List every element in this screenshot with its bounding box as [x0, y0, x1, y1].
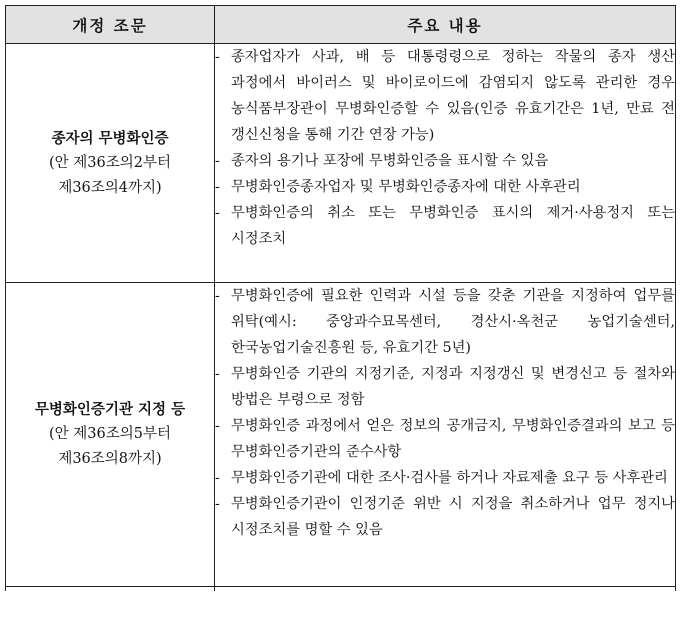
- list-item-text: 종자의 용기나 포장에 무병화인증을 표시할 수 있음: [231, 153, 549, 169]
- topic-title: 무병화인증기관 지정 등: [34, 401, 186, 418]
- list-item: [215, 283, 675, 361]
- bullet-dash: -: [215, 288, 220, 304]
- bullet-dash: -: [215, 496, 220, 512]
- list-item-text: 무병화인증종자업자 및 무병화인증종자에 대한 사후관리: [231, 179, 581, 195]
- content-list: [215, 44, 675, 252]
- topic-cell: [6, 283, 215, 587]
- list-item: [215, 361, 675, 413]
- topic-reference: (안 제36조의2부터: [49, 154, 171, 171]
- topic-cell: [6, 44, 215, 283]
- table-row: [6, 283, 676, 587]
- table-row: [6, 44, 676, 283]
- list-item: [215, 44, 675, 148]
- bullet-dash: -: [215, 418, 220, 434]
- header-main-content: 주요 내용: [215, 6, 676, 44]
- amendment-table: [5, 5, 676, 591]
- topic-title: 종자의 무병화인증: [51, 129, 169, 147]
- list-item: [215, 200, 675, 252]
- topic-reference: 제36조의8까지): [58, 451, 162, 467]
- list-item-text: 무병화인증 기관의 지정기준, 지정과 지정갱신 및 변경신고 등 절차와 방법은 부령으로 정함: [231, 366, 675, 408]
- bullet-dash: -: [215, 179, 220, 195]
- continuation-cell: [6, 587, 215, 592]
- table-row-continuation: [6, 587, 676, 592]
- list-item: [215, 413, 675, 465]
- list-item: [215, 465, 675, 491]
- content-list: [215, 283, 675, 543]
- header-amended-article: 개정 조문: [6, 6, 215, 44]
- content-cell: [215, 283, 676, 587]
- list-item-text: 무병화인증 과정에서 얻은 정보의 공개금지, 무병화인증결과의 보고 등 무병화인증기관의 준수사항: [231, 418, 675, 460]
- bullet-dash: -: [215, 153, 220, 169]
- bullet-dash: -: [215, 366, 220, 382]
- continuation-cell: [215, 587, 676, 592]
- bullet-dash: -: [215, 470, 220, 486]
- topic-reference: 제36조의4까지): [58, 179, 162, 196]
- list-item: [215, 148, 675, 174]
- list-item: [215, 174, 675, 200]
- bullet-dash: -: [215, 205, 220, 221]
- list-item: [215, 491, 675, 543]
- list-item-text: 무병화인증의 취소 또는 무병화인증 표시의 제거·사용정지 또는 시정조치: [231, 205, 675, 247]
- table-header-row: [6, 6, 676, 44]
- topic-reference: (안 제36조의5부터: [49, 426, 171, 442]
- bullet-dash: -: [215, 49, 220, 65]
- list-item-text: 무병화인증기관에 대한 조사·검사를 하거나 자료제출 요구 등 사후관리: [231, 470, 668, 486]
- list-item-text: 종자업자가 사과, 배 등 대통령령으로 정하는 작물의 종자 생산 과정에서 바이러스 및 바이로이드에 감염되지 않도록 관리한 경우 농식품부장관이 무병화인증할 수 있음(인증 유효기간은 1년, 만료 전 갱신신청을 통해 기간 연장 가능): [231, 49, 675, 143]
- list-item-text: 무병화인증에 필요한 인력과 시설 등을 갖춘 기관을 지정하여 업무를 위탁(예시: 중앙과수묘목센터, 경산시·옥천군 농업기술센터, 한국농업기술진흥원 등, 유효기간 5년): [231, 288, 675, 356]
- list-item-text: 무병화인증기관이 인정기준 위반 시 지정을 취소하거나 업무 정지나 시정조치를 명할 수 있음: [231, 496, 675, 538]
- content-cell: [215, 44, 676, 283]
